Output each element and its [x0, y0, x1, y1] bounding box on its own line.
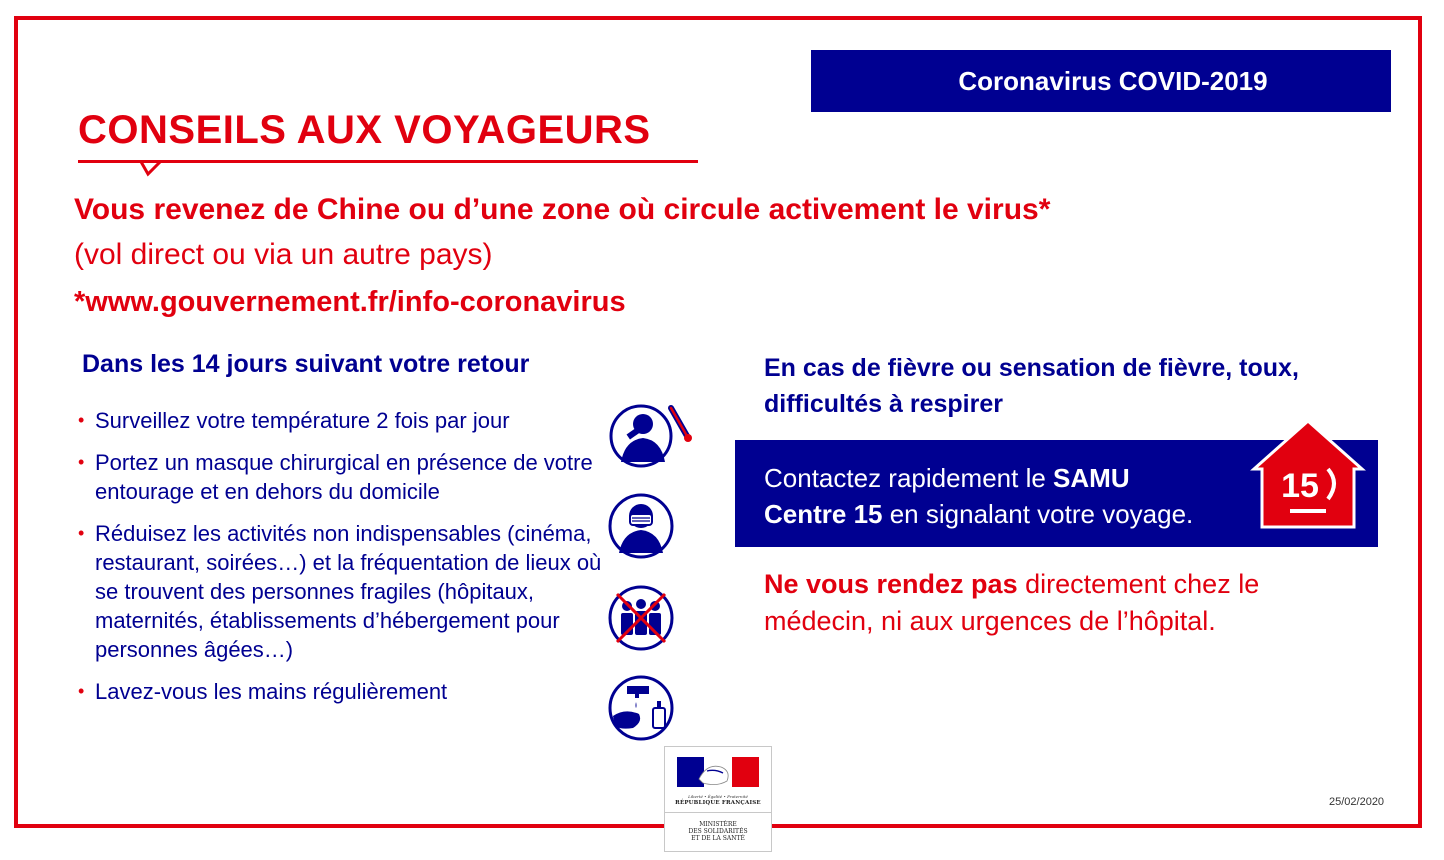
- page-title: CONSEILS AUX VOYAGEURS: [78, 108, 651, 152]
- no-gathering-icon: [605, 582, 679, 654]
- mask-icon: [605, 490, 679, 562]
- title-underline: [78, 160, 698, 163]
- logo-divider: [665, 812, 771, 813]
- ministry-name: MINISTÈRE DES SOLIDARITÉS ET DE LA SANTÉ: [688, 821, 748, 842]
- samu-text-2: en signalant votre voyage.: [882, 499, 1194, 529]
- warning-rest: directement chez le médecin, ni aux urgences de l’hôpital.: [764, 569, 1260, 636]
- warning-bold: Ne vous rendez pas: [764, 569, 1018, 599]
- hand-washing-icon: [605, 672, 679, 744]
- advice-mask: • Portez un masque chirurgical en présence de votre entourage et en dehors du domicile: [78, 448, 618, 506]
- info-url: *www.gouvernement.fr/info-coronavirus: [74, 286, 626, 318]
- advice-list: [78, 406, 618, 719]
- republic-label: RÉPUBLIQUE FRANÇAISE: [675, 800, 761, 806]
- centre-15-label: Centre 15: [764, 499, 883, 529]
- subtitle-note: (vol direct ou via un autre pays): [74, 238, 493, 271]
- advice-temperature: • Surveillez votre température 2 fois par jour: [78, 406, 618, 435]
- covid-banner: [811, 50, 1391, 112]
- warning-text: [764, 566, 1364, 640]
- right-heading: En cas de fièvre ou sensation de fièvre, toux, difficultés à respirer: [764, 354, 1299, 418]
- advice-wash-hands: • Lavez-vous les mains régulièrement: [78, 677, 618, 706]
- subtitle: Vous revenez de Chine ou d’une zone où circule activement le virus*: [74, 193, 1051, 226]
- marianne-icon: [677, 757, 759, 787]
- advice-reduce-activities: • Réduisez les activités non indispensables (cinéma, restaurant, soirées…) et la fréquentation de lieux où se trouvent des personnes fragiles (hôpitaux, maternités, établissements d’hébergement pour personnes âgées…): [78, 519, 618, 664]
- motto: Liberté • Égalité • Fraternité: [688, 794, 748, 799]
- thermometer-icon: [605, 400, 697, 472]
- ministry-logo: [664, 746, 772, 852]
- covid-banner-label: Coronavirus COVID-2019: [958, 65, 1268, 96]
- samu-house-icon: [1250, 417, 1370, 532]
- left-heading: Dans les 14 jours suivant votre retour: [82, 350, 530, 378]
- samu-text-1: Contactez rapidement le: [764, 463, 1054, 493]
- samu-number: 15: [1281, 467, 1319, 505]
- samu-label: SAMU: [1053, 463, 1130, 493]
- publication-date: 25/02/2020: [1329, 796, 1385, 808]
- speech-tail-icon: [140, 160, 170, 180]
